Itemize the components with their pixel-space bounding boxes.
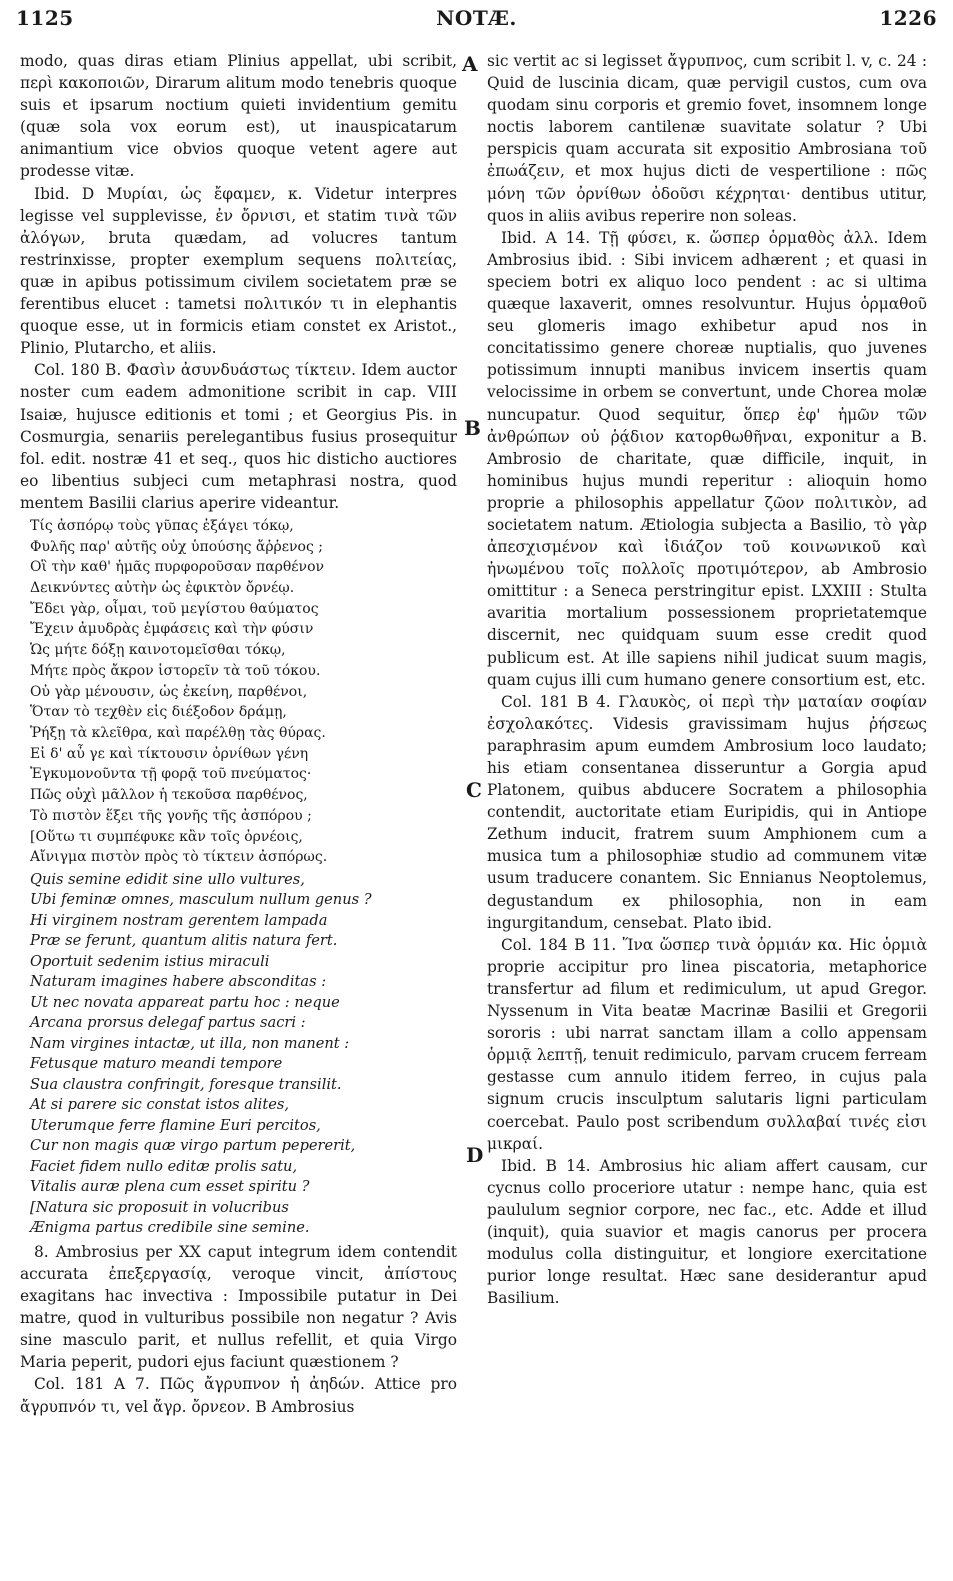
paragraph: sic vertit ac si legisset ἄγρυπνος, cum scribit l. v, c. 24 : Quid de luscinia dicam, quæ pervigil custos, cum ova quodam sinu corporis et gremio fovet, insomnem longe noctis laborem cantilenæ suavitate solatur ? Ubi perspicis quam accurata sit expositio Ambrosiana τοῦ ἐπωάζειν, et mox hujus dicti de vespertilione : πῶς μόνη τῶν ὀρνίθων ὀδοῦσι κέχρηται· dentibus utitur, quos in aliis avibus reperire non soleas.	[487, 52, 927, 225]
margin-letter-d: D	[466, 1143, 484, 1167]
verse-line: Τίς ἀσπόρῳ τοὺς γῦπας ἐξάγει τόκῳ,	[30, 517, 294, 534]
verse-line: Oportuit sedenim istius miraculi	[30, 952, 270, 970]
page-header	[16, 6, 937, 40]
greek-verse	[30, 516, 457, 868]
paragraph: Col. 184 B 11. Ἵνα ὥσπερ τινὰ ὁρμιάν κα. Hic ὁρμιὰ proprie accipitur pro linea piscatoria, metaphorice transfertur ad filum et redimiculum, ut apud Gregor. Nyssenum in Vita beatæ Macrinæ Basilii et Gregorii sororis : ubi narrat sanctam illam a collo appensam ὁρμιᾷ λεπτῇ, tenuit redimiculo, parvam crucem ferream gestasse cum annulo itidem ferreo, in cujus pala signum crucis insculptum salutaris ligni particulam coercebat. Paulo post scribendum συλλαβαί τινές εἰσι μικραί.	[487, 935, 927, 1153]
running-title: NOTÆ.	[436, 6, 517, 30]
verse-line: Μήτε πρὸς ἄκρον ἱστορεῖν τὰ τοῦ τόκου.	[30, 662, 321, 679]
latin-verse	[30, 870, 457, 1239]
verse-line: Πῶς οὐχὶ μᾶλλον ἡ τεκοῦσα παρθένος,	[30, 787, 308, 804]
verse-line: Τὸ πιστὸν ἕξει τῆς γονῆς τῆς ἀσπόρου ;	[30, 807, 312, 824]
verse-line: Εἰ δ' αὖ γε καὶ τίκτουσιν ὀρνίθων γένη	[30, 745, 309, 762]
verse-line: Præ se ferunt, quantum alitis natura fert.	[30, 932, 338, 950]
verse-line: Ἐγκυμονοῦντα τῇ φορᾷ τοῦ πνεύματος·	[30, 766, 312, 783]
verse-line: Ῥήξῃ τὰ κλεῖθρα, καὶ παρέλθῃ τὰς θύρας.	[30, 725, 326, 741]
verse-line: [Οὕτω τι συμπέφυκε κἂν τοῖς ὀρνέοις,	[30, 828, 303, 845]
verse-line: Naturam imagines habere absconditas :	[30, 973, 327, 991]
paragraph: Ibid. B 14. Ambrosius hic aliam affert causam, cur cycnus collo proceriore utatur : nempe hanc, quia est paululum segnior corpore, nec fac., etc. Adde et illud (inquit), quia suavior et magis canorus per procera modulus colla distinguitur, et longiore exercitatione purior longe resultat. Hæc sane desiderantur apud Basilium.	[487, 1156, 927, 1308]
verse-line: Δεικνύντες αὐτὴν ὡς ἐφικτὸν ὄρνέῳ.	[30, 580, 295, 597]
verse-line: At si parere sic constat istos alites,	[30, 1096, 289, 1114]
verse-line: Uterumque ferre flamine Euri percitos,	[30, 1116, 321, 1134]
paragraph: Col. 181 B 4. Γλαυκὸς, οἱ περὶ τὴν ματαίαν σοφίαν ἐσχολακότες. Videsis gravissimam hujus ῥήσεως paraphrasim apum eumdem Ambrosium loco laudato; his etiam consentanea disseruntur a Gorgia apud Platonem, quibus abducere Socratem a philosophia contendit, auctoritate etiam Euripidis, qui in Antiope Zethum inducit, fratrem suum Amphionem cum a musica tum a philosophiæ studio ad communem vitæ usum traducere conantem. Sic Ennianus Neoptolemus, degustandum ex philosophia, non in eam ingurgitandum, censebat. Plato ibid.	[487, 692, 927, 932]
verse-line: Nam virgines intactæ, ut illa, non manent :	[30, 1034, 350, 1052]
verse-line: Sua claustra confringit, foresque transilit.	[30, 1075, 342, 1093]
verse-line: Ut nec novata appareat partu hoc : neque	[30, 993, 340, 1011]
verse-line: Hi virginem nostram gerentem lampada	[30, 911, 328, 929]
left-column	[20, 50, 457, 1418]
verse-line: Ὅταν τὸ τεχθὲν εἰς διέξοδον δράμῃ,	[30, 704, 287, 721]
verse-line: Φυλῆς παρ' αὐτῆς οὐχ ὑπούσης ἄῤῥενος ;	[30, 538, 323, 555]
right-column	[487, 50, 927, 1309]
paragraph: Ibid. A 14. Τῇ φύσει, κ. ὥσπερ ὁρμαθὸς ἀλλ. Idem Ambrosius ibid. : Sibi invicem adhærent ; et quasi in speciem botri ex aliquo loco pendent : ac si ultima quæque laxaverit, omnes resolvuntur. Hujus ὁρμαθοῦ seu glomeris imago exhibetur apud nos in concitatissimo genere choreæ nuptialis, quo juvenes potissimum innupti manibus invicem insertis quam velocissime in orbem se convertunt, unde Chorea molæ nuncupatur. Quod sequitur, ὅπερ ἐφ' ἡμῶν τῶν ἀνθρώπων οὐ ῥᾴδιον κατορθωθῆναι, exponitur a B. Ambrosio de charitate, quæ difficile, inquit, in hominibus hujus mundi reperitur : alioquin homo proprie a philosophis appellatur ζῶον πολιτικὸν, ad societatem natum. Ætiologia subjecta a Basilio, τὸ γὰρ ἀπεσχισμένον καὶ ἰδιάζον τοῦ κοινωνικοῦ καὶ ἡνωμένου τοῖς πολλοῖς προτιμότερον, ab Ambrosio omittitur : a Seneca perstringitur epist. LXXIII : Stulta avaritia mortalium possessionem proprietatemque discernit, nec quidquam suum esse credit quod publicum est. At ille sapiens nihil judicat suum magis, quam cujus illi cum humano genere consortium est, etc.	[487, 228, 927, 689]
verse-line: Faciet fidem nullo editæ prolis satu,	[30, 1157, 298, 1175]
paragraph: modo, quas diras etiam Plinius appellat, ubi scribit, περὶ κακοποιῶν, Dirarum alitum modo tenebris quoque suis et ipsarum noctium quieti invidentium gemitu (quæ sola vox eorum est), ut inauspicatarum animantium vice obvios quoque vetent agere aut prodesse vitæ.	[20, 52, 457, 181]
paragraph: Col. 180 B. Φασὶν ἀσυνδυάστως τίκτειν. Idem auctor noster cum eadem admonitione scribit in cap. VIII Isaiæ, hujusce editionis et tomi ; et Georgius Pis. in Cosmurgia, senariis perelegantibus fusius prosequitur fol. edit. nostræ 41 et seq., quos hic disticho auctiores eo libentius subjeci cum metaphrasi nostra, quod mentem Basilii clarius aperire videantur.	[20, 361, 457, 512]
verse-line: Quis semine edidit sine ullo vultures,	[30, 870, 305, 888]
margin-letter-a: A	[462, 52, 478, 76]
verse-line: Ubi feminæ omnes, masculum nullum genus ?	[30, 891, 372, 909]
page-number-right: 1226	[879, 6, 937, 30]
paragraph: Ibid. D Μυρίαι, ὡς ἔφαμεν, κ. Videtur interpres legisse vel supplevisse, ἐν ὄρνισι, et statim τινὰ τῶν ἀλόγων, bruta quædam, ad volucres tantum restrinxisse, propter exemplum sequens πολιτείας, quæ in apibus potissimum civilem societatem præ se ferentibus elucet : tametsi πολιτικόν τι in elephantis quoque esse, ut in formicis etiam constet ex Aristot., Plinio, Plutarcho, et aliis.	[20, 184, 457, 358]
verse-line: Ἔδει γὰρ, οἶμαι, τοῦ μεγίστου θαύματος	[30, 600, 319, 617]
margin-letter-c: C	[466, 778, 482, 802]
page-number-left: 1125	[16, 6, 74, 30]
verse-line: Οὐ γὰρ μένουσιν, ὡς ἐκείνη, παρθένοι,	[30, 683, 308, 700]
verse-line: Arcana prorsus delegaf partus sacri :	[30, 1014, 306, 1032]
verse-line: [Natura sic proposuit in volucribus	[30, 1198, 289, 1216]
verse-line: Ænigma partus credibile sine semine.	[30, 1219, 310, 1237]
paragraph: Col. 181 A 7. Πῶς ἄγρυπνον ἡ ἀηδών. Attice pro ἄγρυπνόν τι, vel ἄγρ. ὄρνεον. B Ambrosius	[20, 1375, 457, 1416]
paragraph: 8. Ambrosius per XX caput integrum idem contendit accurata ἐπεξεργασίᾳ, veroque vincit, ἀπίστους exagitans hac invectiva : Impossibile putatur in Dei matre, quod in vulturibus possibile non negatur ? Avis sine masculo parit, et nullus refellit, et quia Virgo Maria peperit, pudori ejus faciunt quæstionem ?	[20, 1242, 457, 1372]
verse-line: Ὡς μήτε δόξῃ καινοτομεῖσθαι τόκῳ,	[30, 642, 286, 659]
verse-line: Ἔχειν ἀμυδρὰς ἐμφάσεις καὶ τὴν φύσιν	[30, 621, 314, 638]
margin-letter-b: B	[464, 416, 481, 440]
verse-line: Cur non magis quæ virgo partum pepererit,	[30, 1137, 356, 1155]
verse-line: Vitalis auræ plena cum esset spiritu ?	[30, 1178, 310, 1196]
verse-line: Οἳ τὴν καθ' ἡμᾶς πυρφοροῦσαν παρθένον	[30, 559, 325, 576]
verse-line: Fetusque maturo meandi tempore	[30, 1055, 283, 1073]
verse-line: Αἴνιγμα πιστὸν πρὸς τὸ τίκτειν ἀσπόρως.	[30, 849, 328, 866]
